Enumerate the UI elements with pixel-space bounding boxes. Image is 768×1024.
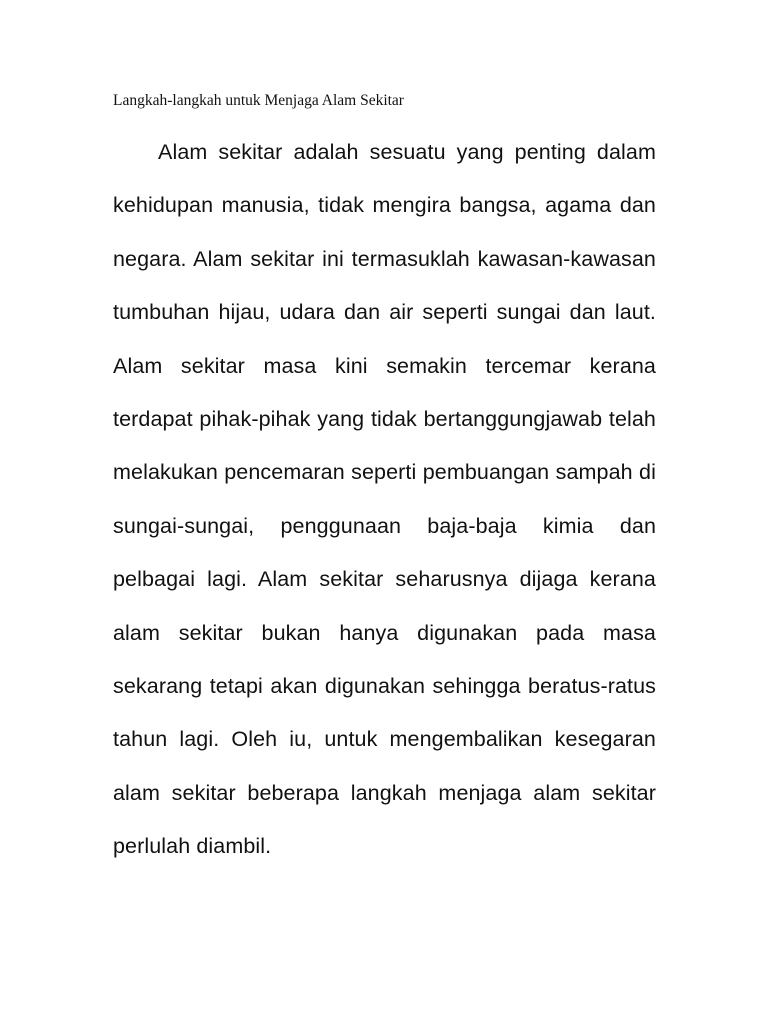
document-title: Langkah-langkah untuk Menjaga Alam Sekitar bbox=[113, 92, 404, 109]
body-paragraph: Alam sekitar adalah sesuatu yang penting dalam kehidupan manusia, tidak mengira bangsa, agama dan negara. Alam sekitar ini termasuklah kawasan-kawasan tumbuhan hijau, udara dan air seperti sungai dan laut. Alam sekitar masa kini semakin tercemar kerana terdapat pihak-pihak yang tidak bertanggungjawab telah melakukan pencemaran seperti pembuangan sampah di sungai-sungai, penggunaan baja-baja kimia dan pelbagai lagi. Alam sekitar seharusnya dijaga kerana alam sekitar bukan hanya digunakan pada masa sekarang tetapi akan digunakan sehingga beratus-ratus tahun lagi. Oleh iu, untuk mengembalikan kesegaran alam sekitar beberapa langkah menjaga alam sekitar perlulah diambil. bbox=[113, 140, 656, 859]
